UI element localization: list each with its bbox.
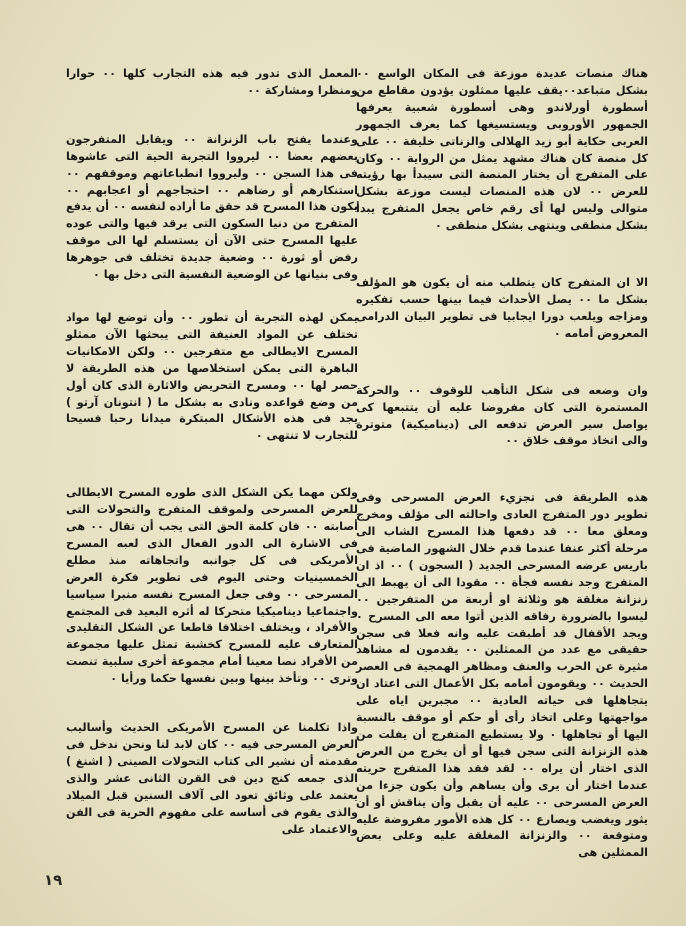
- left-text-column: [66, 66, 358, 838]
- paragraph: هذه الطريقة فى تجزيء العرض المسرحى وفى تطوير دور المتفرج العادى واحالته الى مؤلف ومخرج ومعلق معا ٠٠ قد دفعها هذا المسرح الشاب الى مرحلة أكثر عنفا عندما قدم خلال الشهور الماضية فى باريس عرضه المسرحى الجديد ( السجون ) ٠٠ اذ ان المتفرج وجد نفسه فجأة ٠٠ مقودا الى أن يهبط الى زنزانة مغلقة هو وثلاثة او أربعة من المتفرجين ٠٠ ليسوا بالضرورة رفاقه الذين أتوا معه الى المسرح ٠ ويجد الأقفال قد أطبقت عليه وانه فعلا فى سجن حقيقى مع عدد من الممثلين ٠٠ يقدمون له مشاهد مثيرة عن الحرب والعنف ومظاهر الهمجية فى العصر الحديث ٠٠ ويقومون أمامه بكل الأعمال التى اعتاد ان يتجاهلها فى حياته العادية ٠٠ مجبرين اياه على مواجهتها وعلى اتخاذ رأى أو حكم أو موقف بالنسبة اليها أو تجاهلها ٠ ولا يستطيع المتفرج أن يفلت من هذه الزنزانة التى سجن فيها أو أن يخرج من العرض الذى اختار أن يراه ٠٠ لقد فقد هذا المتفرج حريته عندما اختار أن يرى وأن يساهم وأن يكون جزءا من العرض المسرحى ٠٠ عليه أن يقبل وأن يناقش أو أن يثور ويغضب ويصارع ٠٠ كل هذه الأمور مفروضة عليه ومتوقعة ٠٠ والزنزانة المغلقة عليه وعلى بعض الممثلين هى: [356, 491, 649, 860]
- paragraph: يمكن لهذه التجربة أن تطور ٠٠ وأن توضع لها مواد تختلف عن المواد العنيفة التى يبحثها الآن ممثلو المسرح الايطالى مع متفرجين ٠٠ ولكن الامكانيات الباهرة التى يمكن استخلاصها من هذه الطريقة لا حصر لها ٠٠ ومسرح التحريض والاثارة الذى كان أول من وضع قواعده ونادى به بشكل ما ( انتونان آرتو ) يجد فى هذه الأشكال المبتكرة ميدانا رحبا فسيحا للتجارب لا تنتهى ٠: [66, 310, 359, 443]
- paragraph: وان وضعه فى شكل التأهب للوقوف ٠٠ والحركة المستمرة التى كان مفروضا عليه أن يتتبعها كى يواصل سير العرض تدفعه الى (ديناميكية) متوترة والى اتخاذ موقف خلاق ٠٠: [356, 383, 649, 448]
- paragraph: الا ان المتفرج كان يتطلب منه أن يكون هو المؤلف بشكل ما ٠٠ يصل الأحداث فيما بينها حسب تفكيره ومزاجه ويلعب دورا ايجابيا فى تطوير البيان الدرامى المعروض أمامه ٠: [356, 276, 649, 340]
- paragraph: هناك منصات عديدة موزعة فى المكان الواسع ٠٠ بشكل متباعد٠٠يقف عليها ممثلون يؤدون مقاطع من أسطورة أورلاندو وهى أسطورة شعبية يعرفها الجمهور الأوروبى ويستسيغها كما يعرف الجمهور العربى حكاية أبو زيد الهلالى والزناتى خليفة ٠٠ على كل منصة كان هناك مشهد يمثل من الرواية ٠٠ وكان على المتفرج أن يختار المنصة التى سيبدأ بها رؤيته للعرض ٠٠ لان هذه المنصات ليست موزعة بشكل متوالى وليس لها أى رقم خاص يجعل المتفرج يبدأ بشكل منطقى وينتهى بشكل منطقى ٠: [356, 67, 648, 233]
- paragraph: وعندما يفتح باب الزنزانة ٠٠ ويقابل المتفرجون بعضهم بعضا ٠٠ ليرووا التجربة الحية التى عاشوها فى هذا السجن ٠٠ وليرووا انطباعاتهم وموقفهم ٠٠ استنكارهم أو رضاهم ٠٠ احتجاجهم أو اعجابهم ٠٠ يكون هذا المسرح قد حقق ما أراده لنفسه ٠٠ أن يدفع المتفرج من دنيا السكون التى يرقد فيها والتى عوده عليها المسرح حتى الآن أن يستسلم لها الى موقف رفض أو ثورة ٠٠ وضعية جديدة تختلف فى جوهرها وفى بنيانها عن الوضعية النفسية التى دخل بها ٠: [66, 132, 359, 282]
- paragraph: المعمل الذى تدور فيه هذه التجارب كلها ٠٠ حوارا ومنظرا ومشاركة ٠٠: [66, 67, 358, 97]
- paragraph: ولكن مهما يكن الشكل الذى طوره المسرح الايطالى للعرض المسرحى ولموقف المتفرج والتحولات التى أصابته ٠٠ فان كلمة الحق التى يجب أن تقال ٠٠ هى فى الاشارة الى الدور الفعال الذى لعبه المسرح الأمريكى فى كل جوانبه واتجاهاته منذ مطلع الخمسينيات وحتى اليوم فى تطوير فكرة العرض المسرحى ٠٠ وفى جعل المسرح نفسه منبرا سياسيا واجتماعيا ديناميكيا متحركا له أثره البعيد فى المجتمع والأفراد ، ويختلف اختلافا قاطعا عن الشكل التقليدى المتعارف عليه للمسرح كخشبة تمثل عليها مجموعة من الأفراد نصا معينا أمام مجموعة أخرى سلبية تنصت وترى ٠٠ وتأخذ بينها وبين نفسها حكما ورأيا ٠: [66, 486, 358, 686]
- page-number: ١٩: [44, 871, 63, 889]
- paragraph: واذا تكلمنا عن المسرح الأمريكى الحديث وأساليب العرض المسرحى فيه ٠٠ كان لابد لنا ونحن ندخل فى مقدمته أن نشير الى كتاب التحولات الصينى ( اشنغ ) الذى جمعه كنج دين فى القرن الثانى عشر والذى يعتمد على وثائق تعود الى آلاف السنين قبل الميلاد والذى يقوم فى أساسه على مفهوم الحرية فى الفن والاعتماد على: [66, 721, 359, 836]
- right-text-column: [356, 66, 648, 862]
